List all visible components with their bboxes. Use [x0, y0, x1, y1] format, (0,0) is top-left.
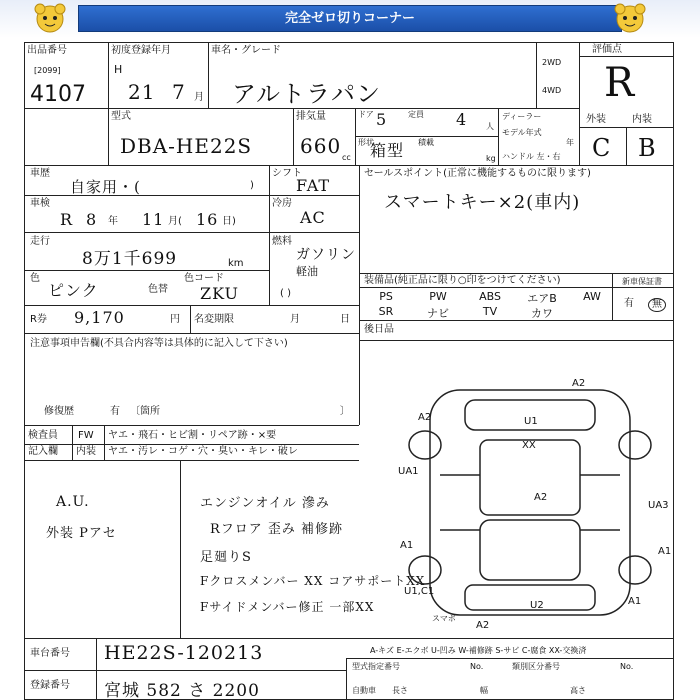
cc-unit: cc	[342, 153, 351, 162]
equip-tv: TV	[482, 305, 498, 318]
top-banner	[0, 0, 700, 38]
class-label: 類別区分番号	[512, 662, 560, 671]
inspection-day-unit: 日)	[222, 216, 236, 227]
displacement: 660	[300, 134, 342, 158]
color-label: 色	[30, 273, 40, 284]
equip-abs: ABS	[479, 290, 501, 303]
ext-label: 外装	[586, 114, 606, 125]
nameplate-label: 名変期限	[194, 314, 234, 325]
int-inspect-label: 内装	[76, 446, 96, 457]
equip-ps: PS	[379, 290, 393, 303]
fuel-other: ( )	[280, 288, 291, 299]
era: H	[114, 63, 123, 76]
equip-airbag: エアB	[527, 292, 557, 305]
drive-2wd: 2WD	[542, 58, 562, 67]
warranty-no: 無	[648, 298, 666, 312]
rear-seat-label: 後日品	[364, 324, 394, 335]
ac-label: 冷房	[272, 198, 292, 209]
nameplate-month: 月	[290, 314, 300, 325]
repair-location-close: 〕	[340, 406, 350, 417]
repair-label: 修復歴	[44, 406, 74, 417]
mascot-right-icon	[612, 2, 648, 36]
registration-label: 登録番号	[30, 680, 70, 691]
warranty-yes: 有	[624, 298, 634, 309]
usage-value: 自家用・(	[70, 178, 141, 196]
score-label: 評価点	[592, 44, 622, 55]
mark-sumabo: スマボ	[432, 614, 456, 623]
remark-right-2: Rフロア 歪み 補修跡	[210, 522, 344, 537]
month-unit: 月	[194, 92, 204, 103]
int-grade: B	[638, 134, 657, 162]
inspector-label-2: 記入欄	[28, 446, 58, 457]
height-label: 高さ	[570, 686, 586, 695]
equip-aw: AW	[583, 290, 601, 303]
mark-xx: XX	[522, 440, 536, 451]
fuel-gasoline: ガソリン	[296, 247, 356, 263]
repair-value: 有	[110, 406, 120, 417]
type-designation-label: 型式指定番号	[352, 662, 400, 671]
color-change-label: 色替	[148, 284, 168, 295]
mark-a1-br: A1	[628, 596, 642, 607]
load-label: 積載	[418, 138, 434, 147]
inspector-label-1: 検査員	[28, 430, 58, 441]
equip-sr: SR	[378, 305, 394, 318]
color-code-label: 色コード	[184, 273, 224, 284]
inspection-day: 16	[196, 210, 219, 229]
capacity-label: 定員	[408, 110, 424, 119]
kg-unit: kg	[486, 154, 496, 163]
mark-ua1: UA1	[398, 466, 419, 477]
recycle-unit: 円	[170, 314, 180, 325]
chassis-label: 車台番号	[30, 648, 70, 659]
mark-a2-left: A2	[418, 412, 432, 423]
class-no: No.	[620, 662, 634, 671]
fw-items: ヤエ・飛石・ヒビ割・リペア跡・×要	[108, 430, 277, 441]
length-label: 長さ	[392, 686, 408, 695]
fw-label: FW	[78, 430, 94, 441]
notes-label: 注意事項申告欄(不具合内容等は具体的に記入して下さい)	[30, 338, 288, 349]
inspection-month-unit: 月(	[168, 216, 182, 227]
remark-left-1: A.U.	[56, 494, 90, 510]
mark-ua3: UA3	[648, 500, 669, 511]
inspection-year-unit: 年	[108, 216, 118, 227]
car-name: アルトラパン	[232, 80, 382, 108]
sales-point-label: セールスポイント(正常に機能するものに限ります)	[364, 168, 591, 179]
mileage-value: 8万1千699	[82, 249, 178, 269]
remark-right-1: エンジンオイル 滲み	[200, 496, 330, 511]
mark-a1-right: A1	[658, 546, 672, 557]
remark-right-5: Fサイドメンバー修正 一部XX	[200, 600, 375, 614]
model-code: DBA-HE22S	[120, 134, 253, 158]
score-value: R	[604, 60, 635, 106]
ext-grade: C	[592, 134, 612, 162]
mark-u1c1: U1,C1	[404, 586, 435, 597]
warranty-label: 新車保証書	[622, 277, 662, 286]
first-reg-label: 初度登録年月	[111, 45, 171, 56]
shape-label: 形状	[358, 138, 374, 147]
damage-legend: A-キズ E-エクボ U-凹み W-補修跡 S-サビ C-腐食 XX-交換済	[370, 646, 587, 655]
mileage-label: 走行	[30, 236, 50, 247]
mileage-unit: km	[228, 258, 244, 269]
mascot-left-icon	[32, 2, 68, 36]
nameplate-day: 日	[340, 314, 350, 325]
color-value: ピンク	[48, 281, 99, 300]
displacement-label: 排気量	[296, 111, 326, 122]
mark-a2-mid: A2	[534, 492, 548, 503]
lot-number: 4107	[30, 82, 86, 107]
inspection-year: 8	[86, 210, 98, 229]
inspection-era: R	[60, 210, 74, 229]
mark-a2-bottom: A2	[476, 620, 490, 631]
int-inspect-items: ヤエ・汚レ・コゲ・穴・臭い・キレ・破レ	[108, 446, 298, 457]
inspection-month: 11	[142, 210, 165, 229]
remark-left-2: 外装 Pアセ	[46, 526, 117, 541]
doors: 5	[376, 110, 388, 129]
banner-title: 完全ゼロ切りコーナー	[78, 5, 622, 32]
usage-close: )	[250, 180, 254, 191]
inspection-label: 車検	[30, 198, 50, 209]
equip-navi: ナビ	[427, 307, 449, 320]
registration-value: 宮城 582 さ 2200	[104, 681, 260, 700]
int-label: 内装	[632, 114, 652, 125]
capacity: 4	[456, 110, 468, 129]
ac-value: AC	[300, 208, 326, 227]
vehicle-label: 自動車	[352, 686, 376, 695]
model-label: 型式	[111, 111, 131, 122]
usage-label: 車歴	[30, 168, 50, 179]
shape: 箱型	[370, 141, 405, 160]
recycle-label: R券	[30, 314, 47, 325]
recycle-value: 9,170	[74, 308, 125, 327]
equip-pw: PW	[429, 290, 447, 303]
shift-label: シフト	[272, 168, 302, 179]
reg-year: 21	[128, 80, 156, 104]
chassis-value: HE22S-120213	[104, 642, 264, 664]
model-year-label: モデル年式	[502, 128, 542, 137]
fuel-label: 燃料	[272, 236, 292, 247]
doors-label: ドア	[358, 110, 374, 119]
equip-leather: カワ	[531, 307, 553, 320]
mark-a1-left: A1	[400, 540, 414, 551]
sales-point-value: スマートキー×2(車内)	[384, 192, 581, 213]
width-label: 幅	[480, 686, 488, 695]
mark-a2-top: A2	[572, 378, 586, 389]
dealer-label: ディーラー	[502, 112, 542, 121]
lot-sub: [2099]	[34, 66, 61, 75]
repair-location: 〔箇所	[130, 406, 160, 417]
equipment-label: 装備品(純正品に限り○印をつけてください)	[364, 275, 561, 286]
lot-label: 出品番号	[27, 45, 67, 56]
color-code: ZKU	[200, 284, 239, 303]
remark-right-3: 足廻りS	[200, 550, 252, 565]
remark-right-4: Fクロスメンバー XX コアサポートXX	[200, 574, 426, 588]
reg-month: 7	[172, 80, 186, 104]
mark-u1-top: U1	[524, 416, 538, 427]
drive-4wd: 4WD	[542, 86, 562, 95]
name-label: 車名・グレード	[211, 45, 281, 56]
mark-u2: U2	[530, 600, 544, 611]
shift-value: FAT	[296, 176, 331, 195]
handle-label: ハンドル 左・右	[502, 152, 561, 161]
year-unit: 年	[566, 138, 574, 147]
persons-unit: 人	[486, 122, 494, 131]
fuel-diesel: 軽油	[296, 265, 318, 278]
type-designation-no: No.	[470, 662, 484, 671]
